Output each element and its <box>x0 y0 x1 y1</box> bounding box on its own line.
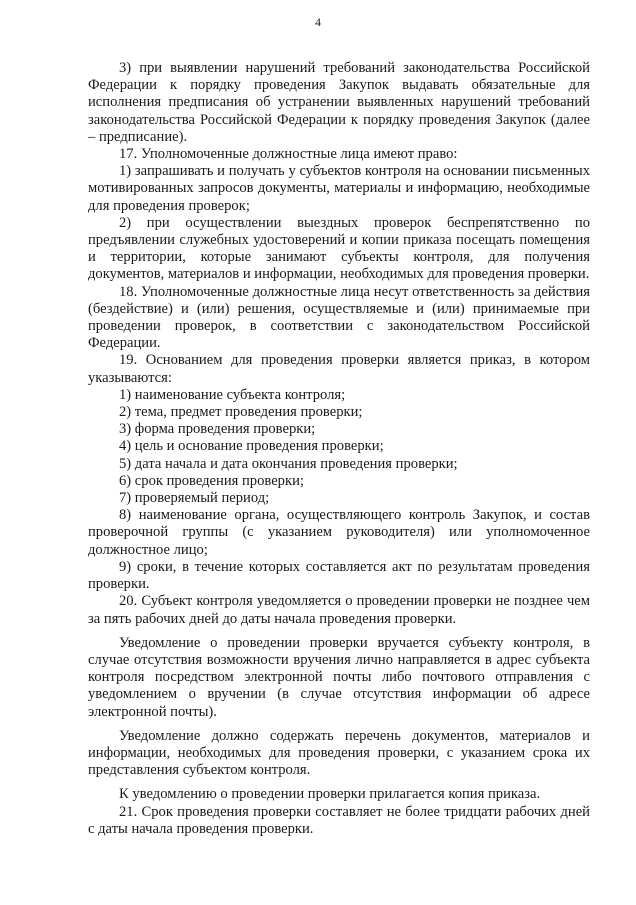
document-body <box>88 60 590 838</box>
paragraph-item-3: 3) при выявлении нарушений требований законодательства Российской Федерации к порядку проведения Закупок выдавать обязательные для исполнения предписания об устранении выявленных нарушений требований законодательства Российской Федерации к порядку проведения Закупок (далее – предписание). <box>88 60 590 145</box>
list-item: 4) цель и основание проведения проверки; <box>119 438 384 455</box>
paragraph-notification-delivery: Уведомление о проведении проверки вручается субъекту контроля, в случае отсутствия возможности вручения лично направляется в адрес субъекта контроля посредством электронной почты либо почтового отправления с уведомлением о вручении (в случае отсутствия информации об адресе электронной почты). <box>88 634 590 720</box>
list-item: 8) наименование органа, осуществляющего контроль Закупок, и состав проверочной группы (с указанием руководителя) или уполномоченное должностное лицо; <box>88 507 590 558</box>
paragraph-18: 18. Уполномоченные должностные лица несут ответственность за действия (бездействие) и (или) решения, осуществляемые и (или) принимаемые при проведении проверок, в соответствии с законодательством Российской Федерации. <box>88 283 590 352</box>
list-item: 5) дата начала и дата окончания проведения проверки; <box>119 455 458 472</box>
list-item: 9) сроки, в течение которых составляется акт по результатам проведения проверки. <box>88 558 590 593</box>
paragraph-notification-content: Уведомление должно содержать перечень документов, материалов и информации, необходимых для проведения проверки, с указанием срока их представления субъектом контроля. <box>88 727 590 779</box>
paragraph-19-heading: 19. Основанием для проведения проверки является приказ, в котором указываются: <box>88 352 590 386</box>
list-item: 1) наименование субъекта контроля; <box>119 386 346 403</box>
list-item: 7) проверяемый период; <box>119 490 270 507</box>
page-number: 4 <box>315 15 321 29</box>
list-item: 6) срок проведения проверки; <box>119 472 304 489</box>
paragraph-notification-attachment: К уведомлению о проведении проверки прилагается копия приказа. <box>119 786 541 803</box>
paragraph-20: 20. Субъект контроля уведомляется о проведении проверки не позднее чем за пять рабочих дней до даты начала проведения проверки. <box>88 593 590 627</box>
paragraph-21: 21. Срок проведения проверки составляет не более тридцати рабочих дней с даты начала проведения проверки. <box>88 803 590 837</box>
list-item: 2) тема, предмет проведения проверки; <box>119 404 363 421</box>
list-item: 3) форма проведения проверки; <box>119 421 316 438</box>
paragraph-item-2: 2) при осуществлении выездных проверок беспрепятственно по предъявлении служебных удостоверений и копии приказа посещать помещения и территории, которые занимают субъекты контроля, для получения документов, материалов и информации, необходимых для проведения проверки. <box>88 214 590 283</box>
paragraph-item-1: 1) запрашивать и получать у субъектов контроля на основании письменных мотивированных запросов документы, материалы и информацию, необходимые для проведения проверок; <box>88 163 590 214</box>
paragraph-17-heading: 17. Уполномоченные должностные лица имеют право: <box>119 146 458 163</box>
